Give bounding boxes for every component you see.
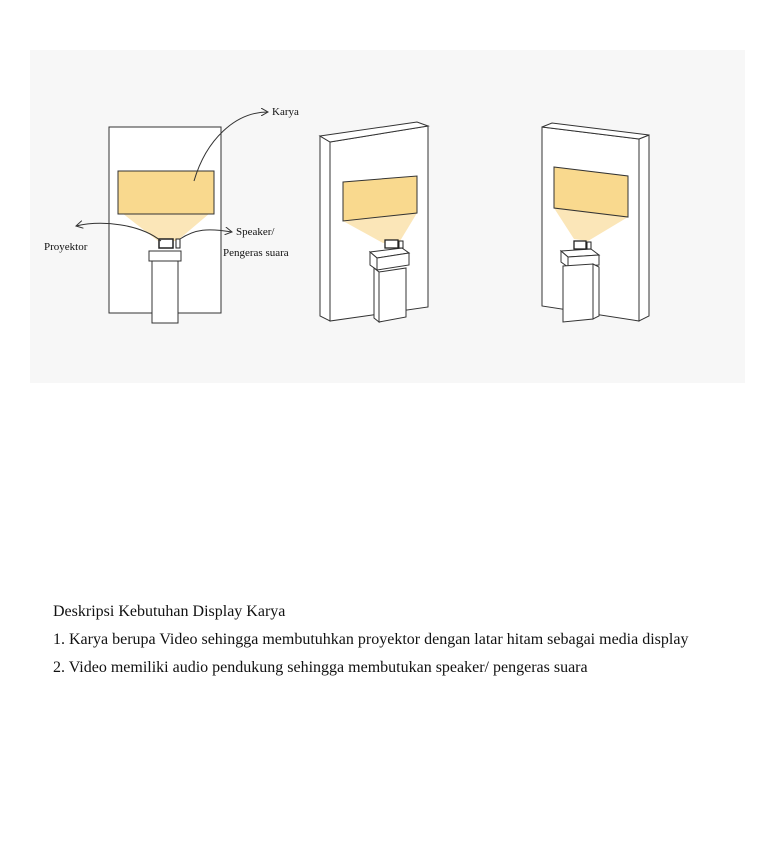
display-requirements	[53, 598, 753, 682]
angled-view-sketch	[542, 123, 649, 322]
projection-screen	[343, 176, 417, 221]
speaker-icon	[399, 241, 403, 248]
display-illustration-panel	[30, 50, 745, 383]
speaker-label-line2: Pengeras suara	[223, 247, 289, 259]
speaker-icon	[176, 239, 180, 248]
description-item-2: 2. Video memiliki audio pendukung sehingga membutukan speaker/ pengeras suara	[53, 659, 588, 676]
front-view-sketch	[76, 112, 268, 323]
pedestal-body-right	[379, 268, 406, 322]
projector-icon	[159, 239, 173, 248]
proyektor-label: Proyektor	[44, 241, 88, 253]
description-item-1: 1. Karya berupa Video sehingga membutuhkan proyektor dengan latar hitam sebagai media display	[53, 631, 689, 648]
pedestal-top	[149, 251, 181, 261]
pedestal-body-side	[593, 264, 599, 319]
projector-icon	[574, 241, 586, 249]
wall-side	[639, 135, 649, 321]
pedestal-body	[152, 261, 178, 323]
pedestal-body-left	[374, 268, 379, 322]
description-title: Deskripsi Kebutuhan Display Karya	[53, 603, 286, 620]
karya-label: Karya	[272, 106, 299, 118]
projector-icon	[385, 240, 398, 248]
speaker-icon	[587, 242, 591, 249]
projection-screen	[554, 167, 628, 217]
display-sketches	[30, 50, 745, 383]
projection-screen	[118, 171, 214, 214]
wall-side	[320, 136, 330, 321]
perspective-view-sketch	[320, 122, 428, 322]
speaker-label-line1: Speaker/	[236, 226, 275, 238]
pedestal-body-front	[563, 264, 593, 322]
